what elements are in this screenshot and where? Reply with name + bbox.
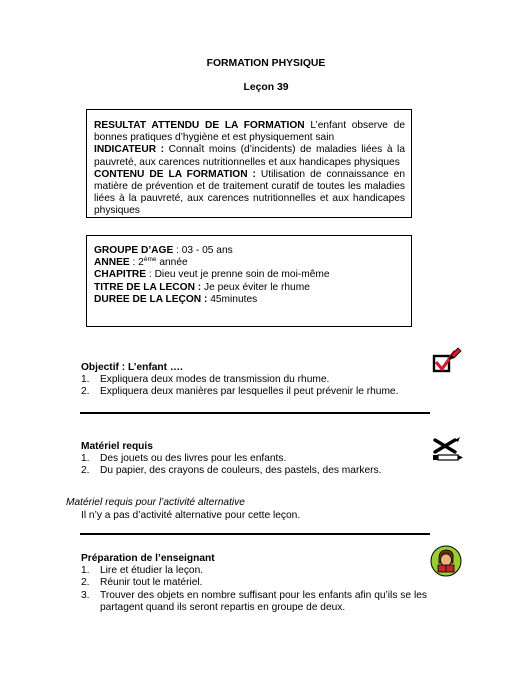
list-number: 2. — [81, 465, 90, 477]
divider — [80, 412, 430, 414]
list-number: 1. — [81, 565, 90, 577]
indicateur-text: Connaît moins (d’incidents) de maladies liées à la pauvreté, aux carences nutritionnelles et aux handicapes physiques — [94, 144, 405, 168]
objectif-heading: Objectif : L’enfant …. — [81, 362, 183, 373]
page-title: FORMATION PHYSIQUE — [206, 58, 326, 69]
list-text: Du papier, des crayons de couleurs, des pastels, des markers. — [100, 465, 382, 477]
preparation-section — [81, 553, 427, 614]
list-item — [81, 374, 427, 386]
list-text: Lire et étudier la leçon. — [100, 565, 204, 577]
indicateur-label: INDICATEUR : — [94, 144, 165, 156]
list-item — [81, 453, 427, 465]
contenu-text: Utilisation de connaissance en matière de prévention et de traitement curatif de toutes les maladies liées à la pauvreté, aux carences nutritionnelles et aux handicapes physiques — [94, 168, 405, 217]
materiel-heading: Matériel requis — [81, 441, 153, 452]
resultat-paragraph — [94, 120, 405, 144]
contenu-paragraph — [94, 169, 405, 218]
list-item — [81, 386, 427, 398]
list-text: Des jouets ou des livres pour les enfants. — [100, 453, 287, 465]
preparation-heading: Préparation de l’enseignant — [81, 553, 215, 564]
duree-value: 45minutes — [207, 293, 258, 305]
annee-value-suffix: année — [156, 257, 188, 269]
pencil-tools-icon — [432, 436, 464, 462]
titre-value: Je peux éviter le rhume — [201, 281, 310, 293]
annee-label: ANNEE — [94, 257, 130, 269]
list-item — [81, 577, 427, 589]
duree-label: DUREE DE LA LEÇON : — [94, 293, 208, 305]
groupe-value: : 03 - 05 ans — [173, 245, 233, 256]
lesson-info-box — [86, 235, 412, 327]
lesson-number: Leçon 39 — [243, 82, 289, 93]
contenu-label: CONTENU DE LA FORMATION : — [94, 168, 256, 180]
divider — [80, 533, 430, 535]
materiel-section — [81, 441, 427, 478]
list-number: 2. — [81, 577, 90, 589]
groupe-line — [94, 245, 405, 257]
objectives-box — [86, 109, 412, 218]
alternative-heading: Matériel requis pour l’activité alternative — [66, 497, 245, 508]
teacher-reading-icon — [430, 545, 462, 577]
annee-value-prefix: : 2 — [129, 257, 144, 269]
duree-line — [94, 294, 405, 306]
groupe-label: GROUPE D’AGE — [94, 245, 174, 256]
titre-label: TITRE DE LA LECON : — [94, 281, 202, 293]
checkbox-pen-icon — [432, 346, 462, 374]
preparation-list — [81, 565, 427, 614]
alternative-text: Il n’y a pas d’activité alternative pour cette leçon. — [81, 510, 301, 521]
list-item — [81, 465, 427, 477]
materiel-list — [81, 453, 427, 477]
list-item — [81, 590, 427, 614]
list-number: 1. — [81, 453, 90, 465]
list-text: Expliquera deux manières par lesquelles il peut prévenir le rhume. — [100, 386, 399, 398]
objectif-section — [81, 362, 427, 399]
titre-line — [94, 282, 405, 294]
resultat-text: L’enfant observe de bonnes pratiques d’hygiène et est physiquement sain — [94, 120, 405, 144]
list-number: 3. — [81, 589, 90, 601]
indicateur-paragraph — [94, 144, 405, 168]
list-text: Trouver des objets en nombre suffisant pour les enfants afin qu’ils se les partagent quand ils seront repartis en groupe de deux. — [100, 589, 427, 613]
chapitre-label: CHAPITRE — [94, 269, 147, 281]
objectif-list — [81, 374, 427, 398]
annee-line — [94, 257, 405, 269]
list-number: 2. — [81, 386, 90, 398]
chapitre-value: : Dieu veut je prenne soin de moi-même — [146, 269, 330, 281]
list-text: Réunir tout le matériel. — [100, 577, 203, 589]
resultat-label: RESULTAT ATTENDU DE LA FORMATION — [94, 120, 305, 131]
annee-superscript: ème — [143, 256, 157, 264]
list-number: 1. — [81, 374, 90, 386]
list-text: Expliquera deux modes de transmission du rhume. — [100, 374, 330, 386]
chapitre-line — [94, 269, 405, 281]
list-item — [81, 565, 427, 577]
